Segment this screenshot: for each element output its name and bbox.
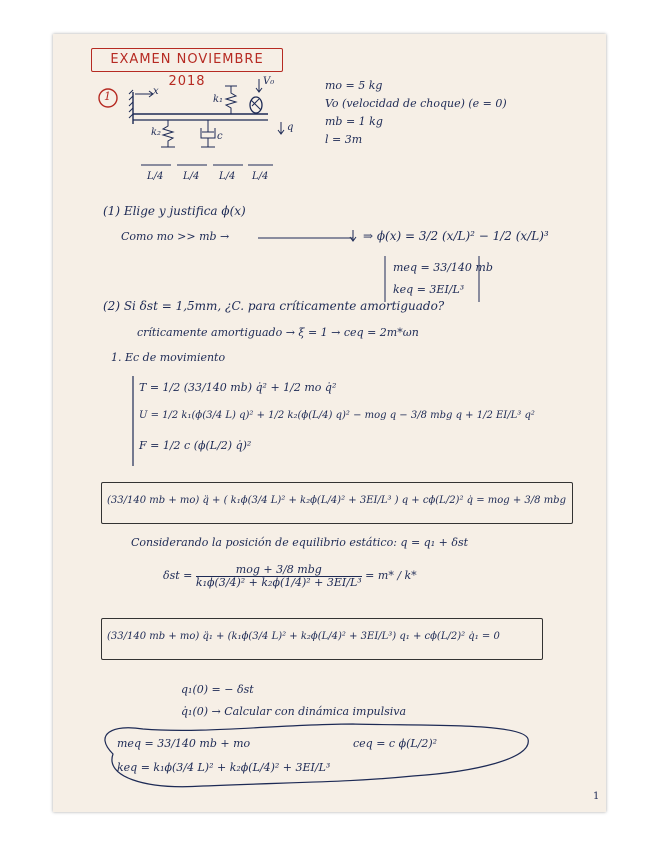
label-c: c [217, 131, 223, 142]
initial-condition-position: q₁(0) = − δst [181, 683, 254, 696]
potential-energy: U = 1/2 k₁(ϕ(3/4 L) q)² + 1/2 k₂(ϕ(L/4) q)² − mog q − 3/8 mbg q + 1/2 EI/L³ q² [139, 410, 535, 421]
given-mo: mo = 5 kg [325, 79, 383, 92]
static-deflection-label: δst = [163, 569, 193, 583]
label-k2: k₂ [151, 127, 162, 138]
segment-label: L/4 [252, 171, 269, 182]
problem-number: 1 [104, 90, 111, 103]
label-x: x [153, 86, 159, 97]
static-deflection [163, 564, 417, 588]
beam-diagram [53, 34, 606, 812]
static-equilibrium: Considerando la posición de equilibrio estático: q = q₁ + δst [131, 536, 469, 549]
keq-q1: keq = 3EI/L³ [393, 283, 465, 296]
q1-reason: Como mo >> mb → [121, 230, 230, 243]
question-2-heading: (2) Si δst = 1,5mm, ¿C. para críticamente amortiguado? [103, 299, 445, 313]
keq-final: keq = k₁ϕ(3/4 L)² + k₂ϕ(L/4)² + 3EI/L³ [117, 761, 331, 774]
label-v0: V₀ [263, 76, 275, 87]
segment-label: L/4 [147, 171, 164, 182]
kinetic-energy: T = 1/2 (33/140 mb) q̇² + 1/2 mo q̇² [139, 381, 337, 394]
static-deflection-ratio: = m* / k* [365, 569, 417, 583]
label-k1: k₁ [213, 94, 224, 105]
initial-condition-velocity: q̇₁(0) → Calcular con dinámica impulsiva [181, 705, 407, 718]
ceq-final: ceq = c ϕ(L/2)² [353, 737, 438, 750]
question-1-heading: (1) Elige y justifica ϕ(x) [103, 204, 246, 218]
page-number: 1 [593, 791, 600, 802]
given-l: l = 3m [325, 133, 363, 146]
meq-final: meq = 33/140 mb + mo [117, 737, 251, 750]
segment-label: L/4 [219, 171, 236, 182]
static-deflection-fraction [196, 564, 362, 588]
phi-definition: ⇒ ϕ(x) = 3/2 (x/L)² − 1/2 (x/L)³ [363, 229, 549, 243]
equation-of-motion: (33/140 mb + mo) q̈ + ( k₁ϕ(3/4 L)² + k₂ϕ(L/4)² + 3EI/L³ ) q + cϕ(L/2)² q̇ = mog + 3/8 mbg [107, 495, 566, 506]
given-mb: mb = 1 kg [325, 115, 383, 128]
static-deflection-numerator: mog + 3/8 mbg [196, 564, 362, 577]
exam-title: EXAMEN NOVIEMBRE 2018 [91, 48, 283, 72]
given-vo: Vo (velocidad de choque) (e = 0) [325, 97, 507, 110]
equation-of-motion-heading: 1. Ec de movimiento [111, 351, 226, 364]
static-deflection-denominator: k₁ϕ(3/4)² + k₂ϕ(1/4)² + 3EI/L³ [195, 575, 362, 589]
label-q: q [287, 122, 294, 133]
exam-page [53, 34, 606, 812]
dissipation-function: F = 1/2 c (ϕ(L/2) q̇)² [139, 439, 252, 452]
segment-label: L/4 [183, 171, 200, 182]
critical-damping: críticamente amortiguado → ξ = 1 → ceq = 2m*ωn [137, 326, 419, 339]
meq-q1: meq = 33/140 mb [393, 261, 493, 274]
homogeneous-equation: (33/140 mb + mo) q̈₁ + (k₁ϕ(3/4 L)² + k₂ϕ(L/4)² + 3EI/L³) q₁ + cϕ(L/2)² q̇₁ = 0 [107, 631, 500, 642]
